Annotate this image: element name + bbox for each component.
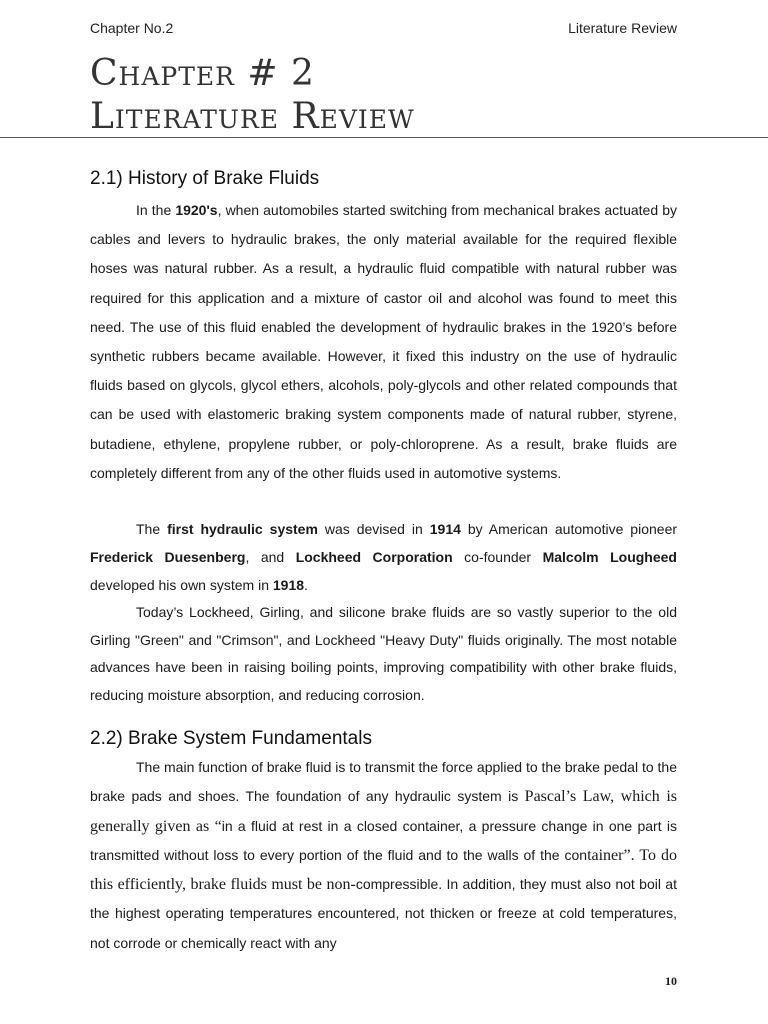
section-heading-fundamentals: 2.2) Brake System Fundamentals <box>90 728 372 749</box>
title-divider <box>0 137 768 138</box>
paragraph-modern-fluids: Today’s Lockheed, Girling, and silicone brake fluids are so vastly superior to the old Girling "Green" and "Crimson", and Lockheed "Heavy Duty" fluids originally. The most notable advances have been in raising boiling points, improving compatibility with other brake fluids, reducing moisture absorption, and reducing corrosion. <box>90 604 677 703</box>
chapter-title <box>90 52 415 138</box>
paragraph-pascals-law: The main function of brake fluid is to transmit the force applied to the brake pedal to the brake pads and shoes. The foundation of any hydraulic system is Pascal’s Law, which is generally given as “in a fluid at rest in a closed container, a pressure change in one part is transmitted without loss to every portion of the fluid and to the walls of the container”. To do this efficiently, brake fluids must be non-compressible. In addition, they must also not boil at the highest operating temperatures encountered, not thicken or freeze at cold temperatures, not corrode or chemically react with any <box>90 759 678 951</box>
paragraph-first-hydraulic: The first hydraulic system was devised in 1914 by American automotive pioneer Frederick Duesenberg, and Lockheed Corporation co-founder Malcolm Lougheed developed his own system in 1918. <box>90 521 678 593</box>
section-heading-history: 2.1) History of Brake Fluids <box>90 168 320 189</box>
page-number: 10 <box>665 974 677 988</box>
chapter-number: Chapter # 2 <box>90 53 315 94</box>
running-header <box>90 20 677 36</box>
chapter-name: Literature Review <box>90 96 415 137</box>
header-chapter-label: Chapter No.2 <box>90 20 174 36</box>
section-history-body-2 <box>90 515 677 709</box>
paragraph-history-intro: In the 1920's, when automobiles started switching from mechanical brakes actuated by cables and levers to hydraulic brakes, the only material available for the required flexible hoses was natural rubber. As a result, a hydraulic fluid compatible with natural rubber was required for this application and a mixture of castor oil and alcohol was found to meet this need. The use of this fluid enabled the development of hydraulic brakes in the 1920’s before synthetic rubbers became available. However, it fixed this industry on the use of hydraulic fluids based on glycols, glycol ethers, alcohols, poly-glycols and other related compounds that can be used with elastomeric braking system components made of natural rubber, styrene, butadiene, ethylene, propylene rubber, or poly-chloroprene. As a result, brake fluids are completely different from any of the other fluids used in automotive systems. <box>90 202 677 481</box>
section-fundamentals-body <box>90 753 677 958</box>
section-history-body <box>90 196 677 488</box>
header-section-label: Literature Review <box>568 20 677 36</box>
